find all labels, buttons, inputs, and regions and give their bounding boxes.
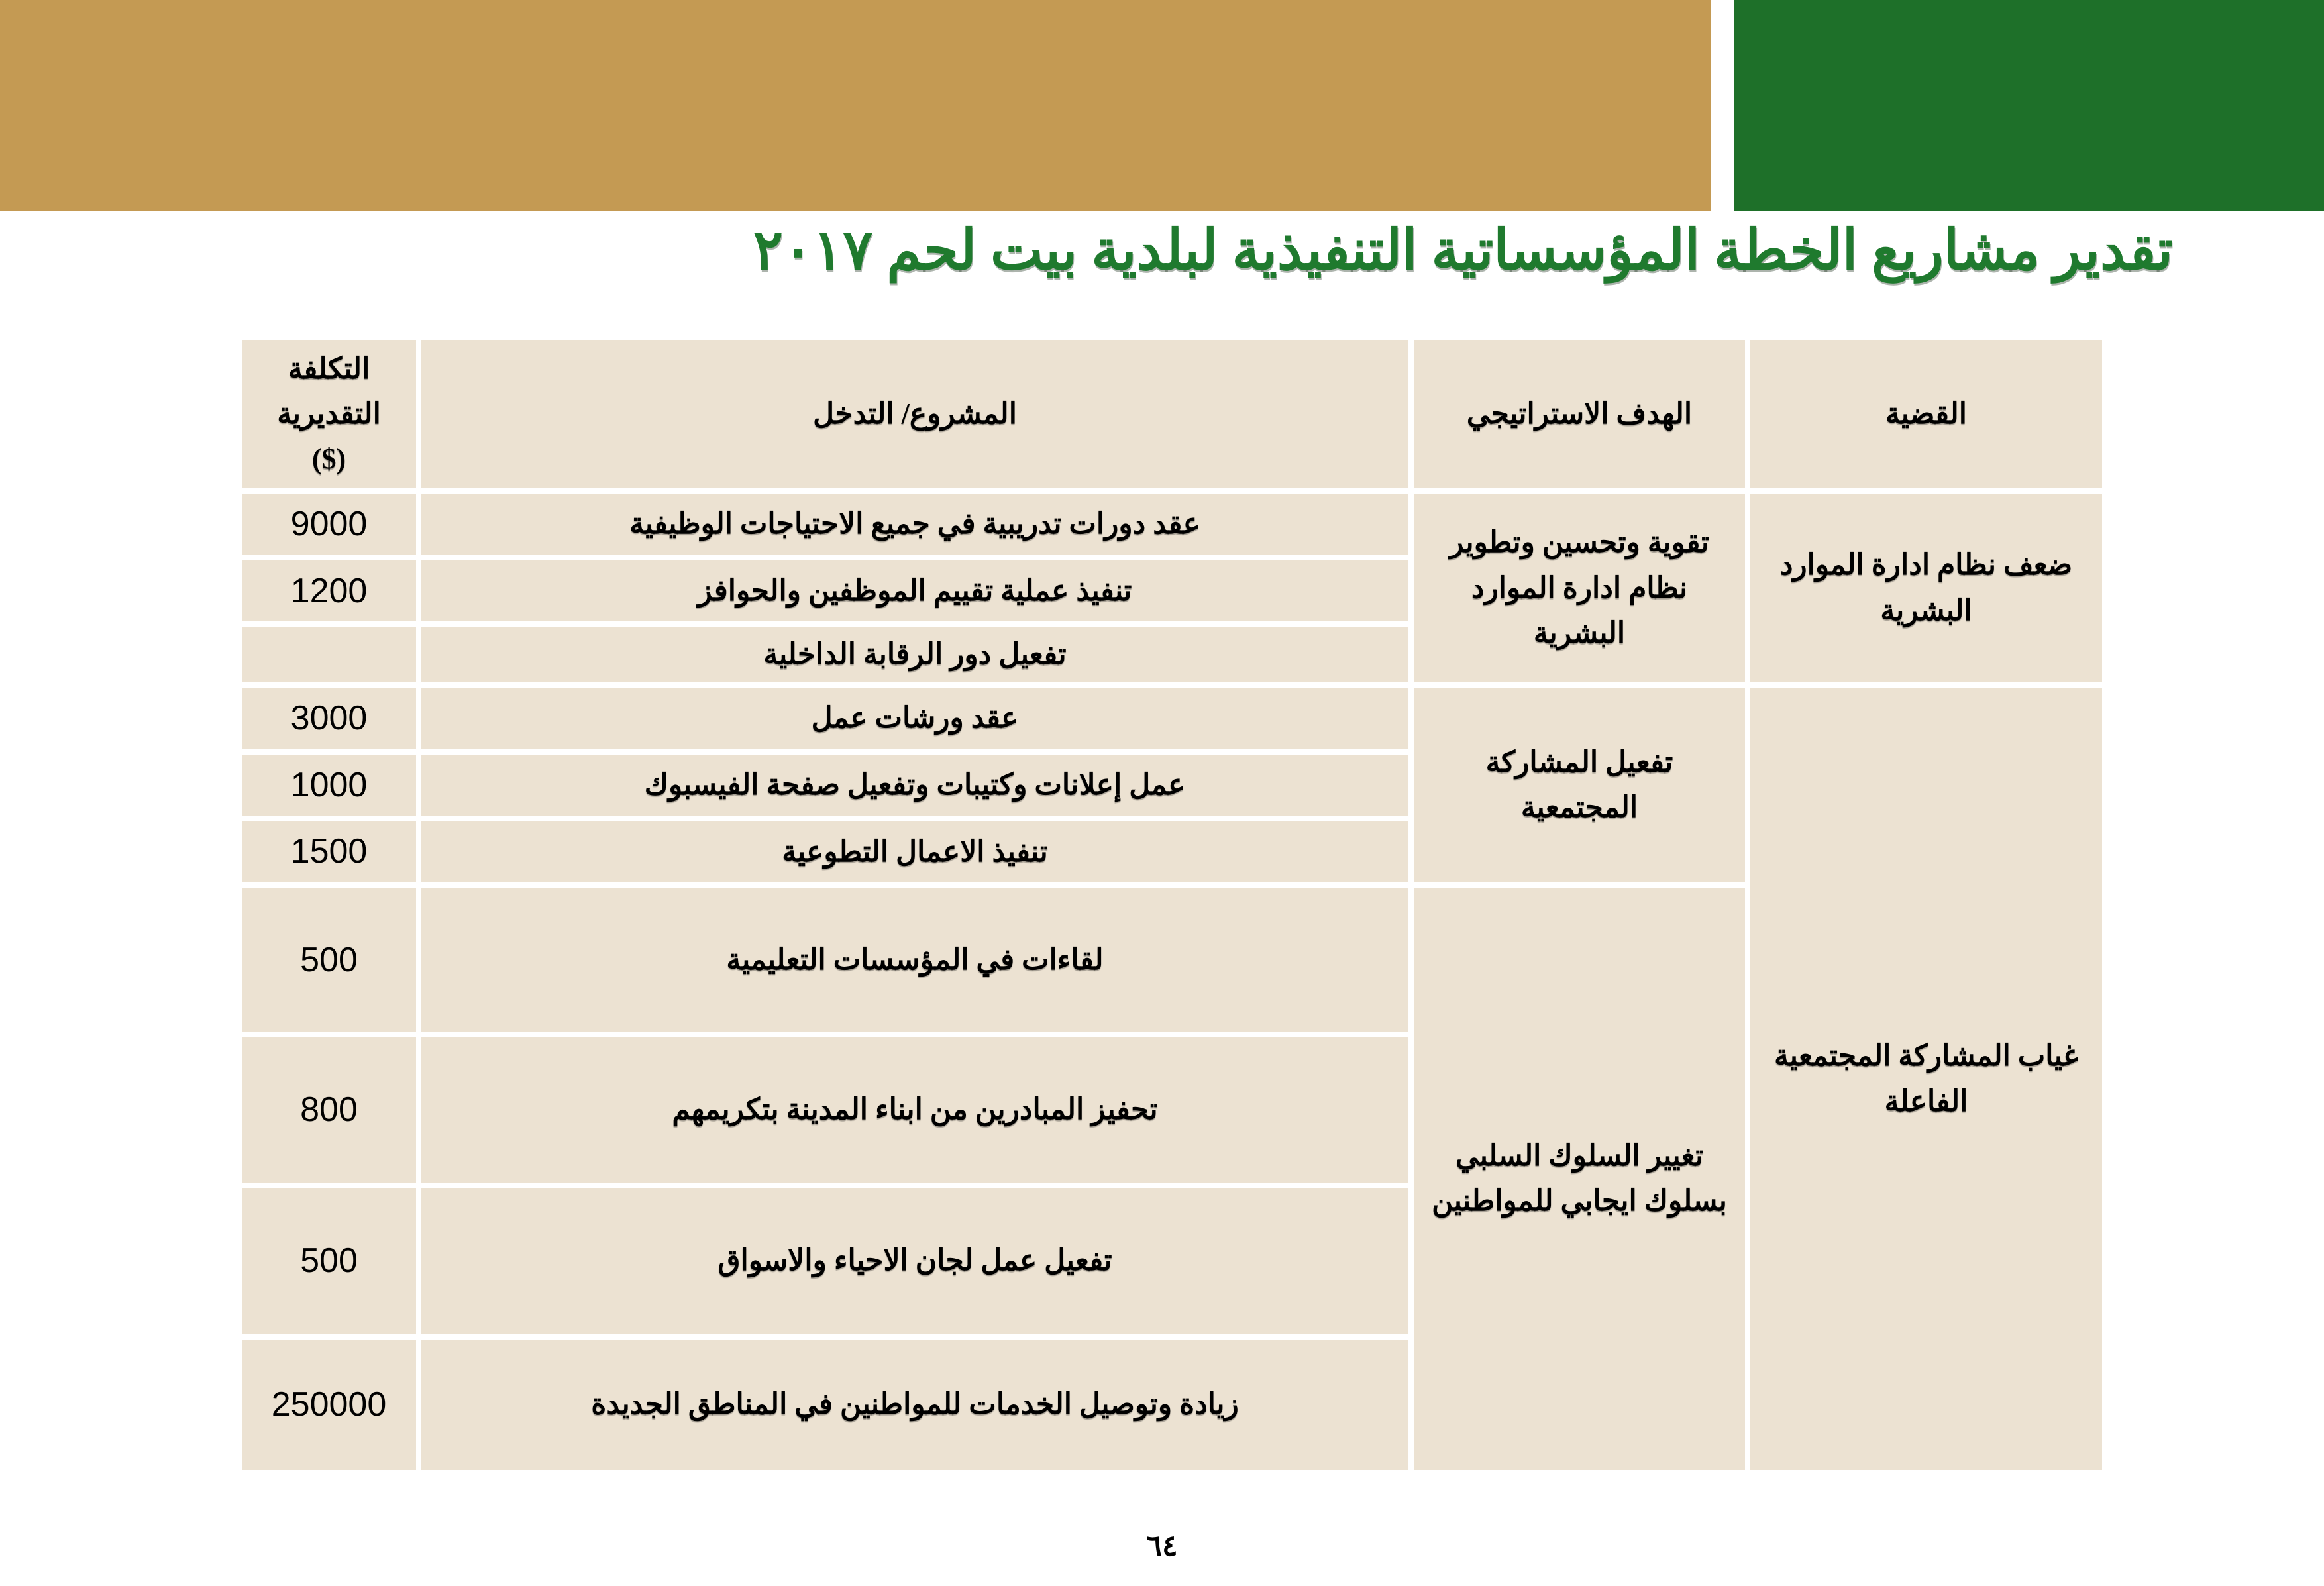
header-cost: التكلفة التقديرية ($) (239, 337, 419, 491)
project-cell: تفعيل دور الرقابة الداخلية (419, 624, 1411, 685)
cost-cell (239, 624, 419, 685)
cost-cell: 250000 (239, 1337, 419, 1473)
header-project: المشروع/ التدخل (419, 337, 1411, 491)
cost-cell: 500 (239, 1185, 419, 1337)
cost-cell: 1200 (239, 558, 419, 625)
page-number: ٦٤ (1146, 1530, 1178, 1562)
cost-cell: 1500 (239, 818, 419, 885)
table-row (239, 491, 2105, 558)
goal-cell: تقوية وتحسين وتطوير نظام ادارة الموارد البشرية (1411, 491, 1748, 685)
page-title: تقدير مشاريع الخطة المؤسساتية التنفيذية لبلدية بيت لحم ٢٠١٧ (753, 220, 2173, 282)
table-header-row (239, 337, 2105, 491)
project-cell: تنفيذ الاعمال التطوعية (419, 818, 1411, 885)
issue-cell: غياب المشاركة المجتمعية الفاعلة (1748, 685, 2105, 1473)
project-cell: تحفيز المبادرين من ابناء المدينة بتكريمهم (419, 1035, 1411, 1185)
cost-cell: 3000 (239, 685, 419, 752)
header-issue: القضية (1748, 337, 2105, 491)
cost-cell: 500 (239, 885, 419, 1035)
cost-cell: 800 (239, 1035, 419, 1185)
project-cell: تنفيذ عملية تقييم الموظفين والحوافز (419, 558, 1411, 625)
project-cell: تفعيل عمل لجان الاحياء والاسواق (419, 1185, 1411, 1337)
project-cell: زيادة وتوصيل الخدمات للمواطنين في المناطق الجديدة (419, 1337, 1411, 1473)
projects-table (237, 335, 2107, 1475)
project-cell: عقد دورات تدريبية في جميع الاحتياجات الوظيفية (419, 491, 1411, 558)
project-cell: لقاءات في المؤسسات التعليمية (419, 885, 1411, 1035)
project-cell: عقد ورشات عمل (419, 685, 1411, 752)
green-banner (1734, 0, 2324, 211)
goal-cell: تفعيل المشاركة المجتمعية (1411, 685, 1748, 885)
gold-banner (0, 0, 1711, 211)
issue-cell: ضعف نظام ادارة الموارد البشرية (1748, 491, 2105, 685)
goal-cell: تغيير السلوك السلبي بسلوك ايجابي للمواطنين (1411, 885, 1748, 1473)
cost-cell: 9000 (239, 491, 419, 558)
header-goal: الهدف الاستراتيجي (1411, 337, 1748, 491)
cost-cell: 1000 (239, 752, 419, 819)
project-cell: عمل إعلانات وكتيبات وتفعيل صفحة الفيسبوك (419, 752, 1411, 819)
table-row (239, 685, 2105, 752)
